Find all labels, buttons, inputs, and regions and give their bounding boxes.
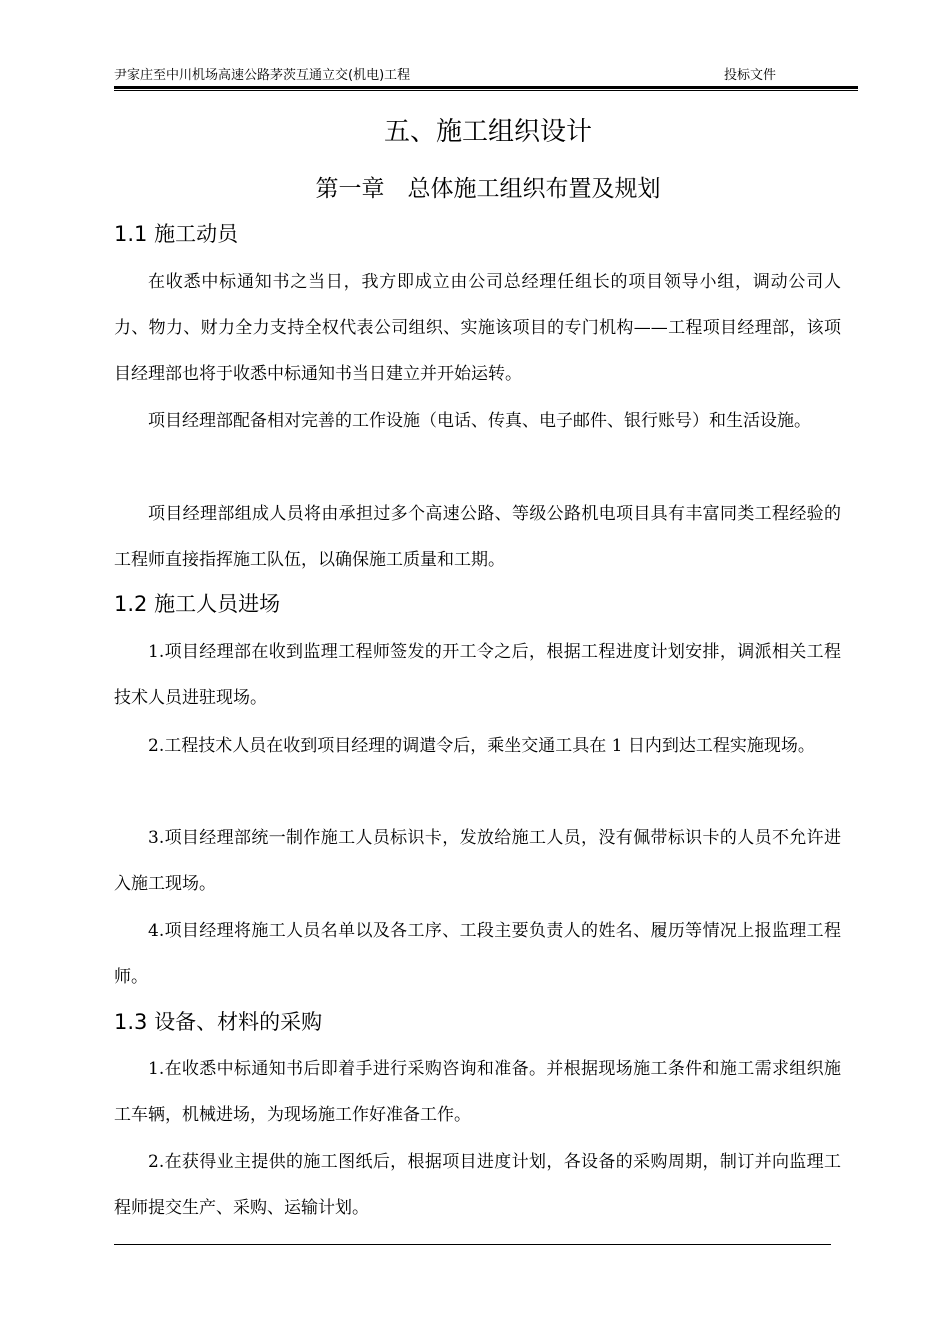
section-heading-1-2: 1.2 施工人员进场 bbox=[114, 592, 281, 616]
paragraph: 在收悉中标通知书之当日，我方即成立由公司总经理任组长的项目领导小组，调动公司人力、物力、财力全力支持全权代表公司组织、实施该项目的专门机构——工程项目经理部，该项目经理部也将于收悉中标通知书当日建立并开始运转。 bbox=[114, 272, 841, 384]
header-rule bbox=[114, 86, 858, 89]
paragraph: 1.在收悉中标通知书后即着手进行采购咨询和准备。并根据现场施工条件和施工需求组织施工车辆，机械进场，为现场施工作好准备工作。 bbox=[114, 1059, 841, 1125]
paragraph: 4.项目经理将施工人员名单以及各工序、工段主要负责人的姓名、履历等情况上报监理工程师。 bbox=[114, 921, 841, 987]
paragraph: 2.工程技术人员在收到项目经理的调遣令后，乘坐交通工具在 1 日内到达工程实施现场。 bbox=[148, 736, 815, 756]
header-project-title: 尹家庄至中川机场高速公路茅茨互通立交(机电)工程 bbox=[114, 68, 411, 83]
section-heading-1-1: 1.1 施工动员 bbox=[114, 222, 239, 246]
section-heading-1-3: 1.3 设备、材料的采购 bbox=[114, 1010, 323, 1034]
paragraph: 2.在获得业主提供的施工图纸后，根据项目进度计划，各设备的采购周期，制订并向监理工程师提交生产、采购、运输计划。 bbox=[114, 1152, 841, 1218]
paragraph: 1.项目经理部在收到监理工程师签发的开工令之后，根据工程进度计划安排，调派相关工程技术人员进驻现场。 bbox=[114, 642, 841, 708]
main-title: 五、施工组织设计 bbox=[383, 117, 592, 147]
footer-rule bbox=[114, 1244, 831, 1245]
header-rule-thin bbox=[114, 90, 858, 91]
paragraph: 项目经理部配备相对完善的工作设施（电话、传真、电子邮件、银行账号）和生活设施。 bbox=[148, 411, 811, 431]
chapter-title: 第一章 总体施工组织布置及规划 bbox=[315, 176, 661, 202]
paragraph: 3.项目经理部统一制作施工人员标识卡，发放给施工人员，没有佩带标识卡的人员不允许进入施工现场。 bbox=[114, 828, 841, 894]
paragraph: 项目经理部组成人员将由承担过多个高速公路、等级公路机电项目具有丰富同类工程经验的工程师直接指挥施工队伍，以确保施工质量和工期。 bbox=[114, 504, 841, 570]
header-doc-type: 投标文件 bbox=[724, 68, 777, 83]
